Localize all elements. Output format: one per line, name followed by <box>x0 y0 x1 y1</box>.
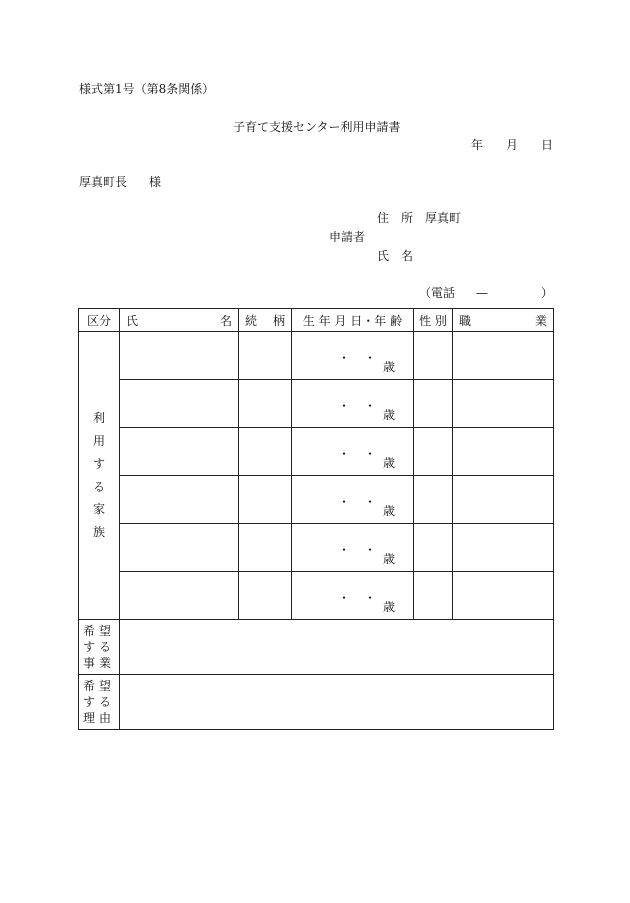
family-table <box>78 308 554 730</box>
date-day: 日 <box>541 138 554 152</box>
header-category: 区分 <box>79 309 120 332</box>
relation-cell[interactable] <box>239 524 292 572</box>
page-title: 子育て支援センター利用申請書 <box>233 120 401 134</box>
relation-cell[interactable] <box>239 332 292 380</box>
phone-dash: — <box>476 286 488 300</box>
addressee: 厚真町長 <box>79 175 128 189</box>
relation-cell[interactable] <box>239 428 292 476</box>
sex-cell[interactable] <box>414 428 453 476</box>
honorific: 様 <box>149 175 162 189</box>
job-cell[interactable] <box>453 332 554 380</box>
job-cell[interactable] <box>453 524 554 572</box>
table-row <box>79 572 554 620</box>
family-label: 利 用 す る 家 族 <box>79 332 120 620</box>
relation-cell[interactable] <box>239 380 292 428</box>
table-row <box>79 476 554 524</box>
wish-program-field[interactable] <box>120 620 554 675</box>
dob-cell[interactable]: ・・ 歳 <box>292 524 414 572</box>
sex-cell[interactable] <box>414 524 453 572</box>
name-cell[interactable] <box>120 524 239 572</box>
job-cell[interactable] <box>453 572 554 620</box>
sex-cell[interactable] <box>414 380 453 428</box>
dob-cell[interactable]: ・・ 歳 <box>292 572 414 620</box>
dob-cell[interactable]: ・・ 歳 <box>292 380 414 428</box>
table-row <box>79 332 554 380</box>
address-value: 厚真町 <box>425 211 462 225</box>
dob-cell[interactable]: ・・ 歳 <box>292 332 414 380</box>
table-row <box>79 524 554 572</box>
address-label: 住 所 <box>377 211 414 225</box>
name-label: 氏 名 <box>377 249 414 263</box>
name-cell[interactable] <box>120 332 239 380</box>
header-sex: 性 別 <box>414 309 453 332</box>
sex-cell[interactable] <box>414 572 453 620</box>
name-cell[interactable] <box>120 380 239 428</box>
wish-reason-label: 希望 する 理由 <box>79 675 120 730</box>
wish-program-row <box>79 620 554 675</box>
name-cell[interactable] <box>120 476 239 524</box>
wish-reason-field[interactable] <box>120 675 554 730</box>
header-relation: 続 柄 <box>239 309 292 332</box>
date-month: 月 <box>506 138 519 152</box>
table-row <box>79 428 554 476</box>
table-row <box>79 380 554 428</box>
name-cell[interactable] <box>120 572 239 620</box>
header-name: 氏 名 <box>120 309 239 332</box>
relation-cell[interactable] <box>239 476 292 524</box>
job-cell[interactable] <box>453 476 554 524</box>
wish-program-label: 希望 する 事業 <box>79 620 120 675</box>
phone-close: ） <box>541 286 554 300</box>
dob-cell[interactable]: ・・ 歳 <box>292 476 414 524</box>
wish-reason-row <box>79 675 554 730</box>
job-cell[interactable] <box>453 428 554 476</box>
sex-cell[interactable] <box>414 476 453 524</box>
phone-open: （電話 <box>419 286 456 300</box>
header-job: 職 業 <box>453 309 554 332</box>
table-header-row <box>79 309 554 332</box>
dob-cell[interactable]: ・・ 歳 <box>292 428 414 476</box>
date-year: 年 <box>471 138 484 152</box>
applicant-label: 申請者 <box>329 230 366 244</box>
job-cell[interactable] <box>453 380 554 428</box>
relation-cell[interactable] <box>239 572 292 620</box>
name-cell[interactable] <box>120 428 239 476</box>
sex-cell[interactable] <box>414 332 453 380</box>
form-number: 様式第1号（第8条関係） <box>79 82 215 96</box>
header-dob-age: 生 年 月 日・年 齢 <box>292 309 414 332</box>
